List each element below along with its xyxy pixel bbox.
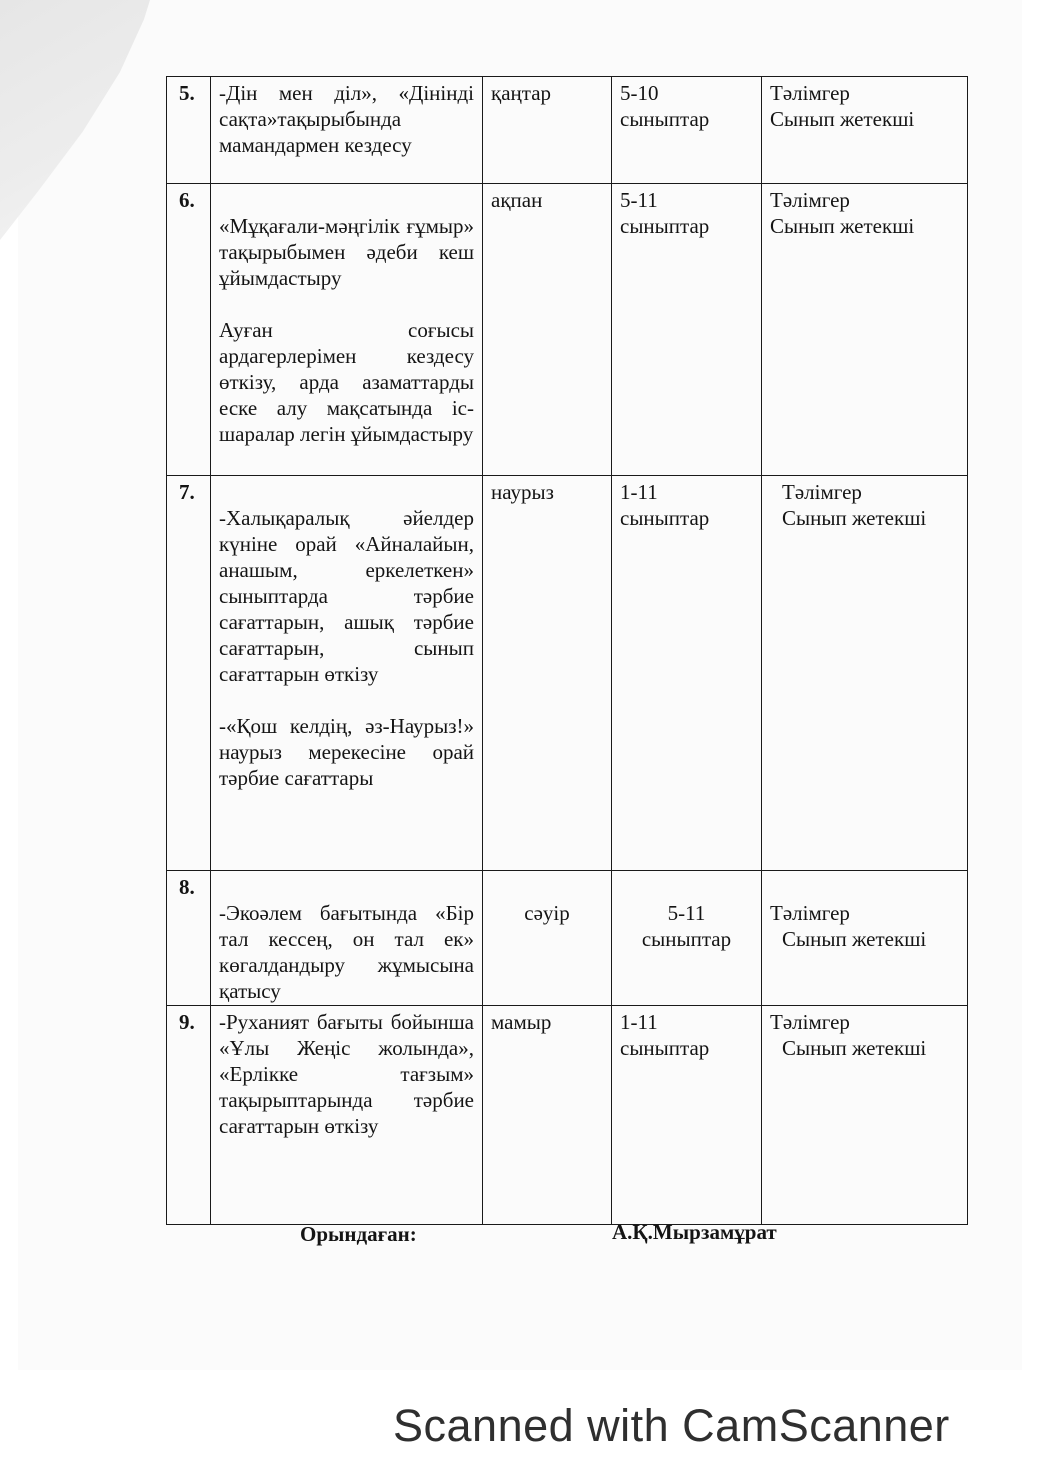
executor-name: А.Қ.Мырзамұрат [612,1220,777,1244]
month-cell: сәуір [483,871,612,1006]
event-plan-table [166,76,968,1225]
event-description: «Мұқағали-мәңгілік ғұмыр» тақырыбымен әдеби кеш ұйымдастыру Ауған соғысы ардагерлерімен кездесу өткізу, арда азаматтарды еске алу мақсатында іс-шаралар легін ұйымдастыру [211,184,483,476]
row-number: 7. [167,476,211,871]
classes-cell: 5-11 сыныптар [612,184,762,476]
event-description: -Халықаралық әйелдер күніне орай «Айналайын, анашым, еркелеткен» сыныптарда тәрбие сағаттарын, ашық тәрбие сағаттарын, сынып сағаттарын өткізу -«Қош келдің, әз-Наурыз!» наурыз мерекесіне орай тәрбие сағаттары [211,476,483,871]
table-row [167,184,968,476]
row-number: 9. [167,1006,211,1225]
row-number: 5. [167,77,211,184]
classes-cell: 5-11 сыныптар [612,871,762,1006]
responsible-cell: Тәлімгер Сынып жетекші [762,1006,968,1225]
responsible-cell: Тәлімгер Сынып жетекші [762,184,968,476]
classes-cell: 5-10 сыныптар [612,77,762,184]
month-cell: ақпан [483,184,612,476]
month-cell: қаңтар [483,77,612,184]
classes-cell: 1-11 сыныптар [612,476,762,871]
camscanner-watermark: Scanned with CamScanner [393,1400,950,1451]
event-description: -Руханият бағыты бойынша «Ұлы Жеңіс жолында», «Ерлікке тағзым» тақырыптарында тәрбие сағаттарын өткізу [211,1006,483,1225]
table-row [167,77,968,184]
classes-cell: 1-11 сыныптар [612,1006,762,1225]
month-cell: мамыр [483,1006,612,1225]
responsible-cell: Тәлімгер Сынып жетекші [762,476,968,871]
event-description: -Экоәлем бағытында «Бір тал кессең, он тал ек» көгалдандыру жұмысына қатысу [211,871,483,1006]
responsible-cell: Тәлімгер Сынып жетекші [762,77,968,184]
executor-label: Орындаған: [300,1222,417,1246]
table-row [167,1006,968,1225]
table-row [167,476,968,871]
event-description: -Дін мен діл», «Дінінді сақта»тақырыбында мамандармен кездесу [211,77,483,184]
responsible-cell: Тәлімгер Сынып жетекші [762,871,968,1006]
table-row [167,871,968,1006]
row-number: 6. [167,184,211,476]
month-cell: наурыз [483,476,612,871]
row-number: 8. [167,871,211,1006]
